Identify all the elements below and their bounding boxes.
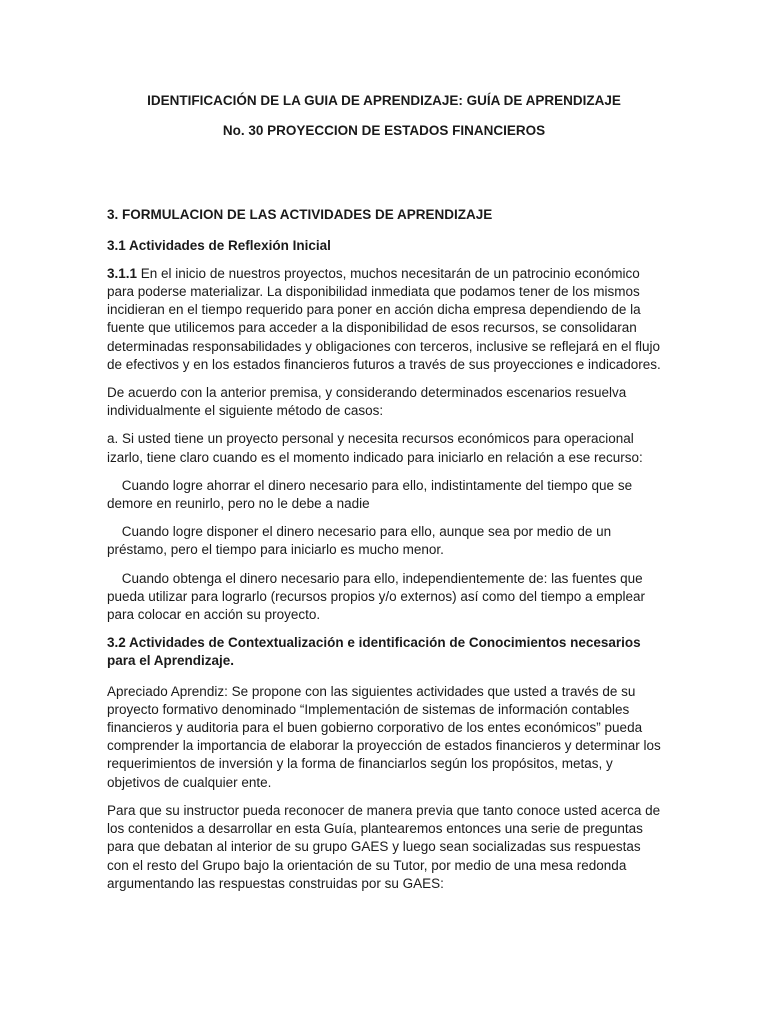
bullet-item-1 (107, 477, 661, 513)
section-3-heading: 3. FORMULACION DE LAS ACTIVIDADES DE APRENDIZAJE (107, 207, 493, 223)
paragraph-3-1-1-text: En el inicio de nuestros proyectos, muchos necesitarán de un patrocinio económico para poderse materializar. La disponibilidad inmediata que podamos tener de los mismos incidieran en el tiempo requerido para poner en acción dicha empresa dependiendo de la fuente que utilicemos para acceder a la disponibilidad de esos recursos, se consolidaran determinadas responsabilidades y obligaciones con terceros, inclusive se reflejará en el flujo de efectivos y en los estados financieros futuros a través de sus proyecciones e indicadores. (107, 265, 661, 372)
document-title-line2: No. 30 PROYECCION DE ESTADOS FINANCIEROS (222, 123, 546, 139)
bullet-item-2-text: Cuando logre disponer el dinero necesario para ello, aunque sea por medio de un préstamo, pero el tiempo para iniciarlo es mucho menor. (107, 524, 612, 558)
bullet-item-1-text: Cuando logre ahorrar el dinero necesario para ello, indistintamente del tiempo que se demore en reunirlo, pero no le debe a nadie (107, 477, 633, 512)
paragraph-number: 3.1.1 (107, 265, 138, 281)
paragraph-premise: De acuerdo con la anterior premisa, y considerando determinados escenarios resuelva individualmente el siguiente método de casos: (107, 385, 627, 419)
document-title-line1: IDENTIFICACIÓN DE LA GUIA DE APRENDIZAJE: GUÍA DE APRENDIZAJE (147, 93, 621, 108)
bullet-item-3-text: Cuando obtenga el dinero necesario para ello, independientemente de: las fuentes que pueda utilizar para lograrlo (recursos propios y/o externos) así como del tiempo a emplear para colocar en acción su proyecto. (107, 570, 646, 623)
paragraph-instructor: Para que su instructor pueda reconocer de manera previa que tanto conoce usted acerca de los contenidos a desarrollar en esta Guía, plantearemos entonces una serie de preguntas para que debatan al interior de su grupo GAES y luego sean socializadas sus respuestas con el resto del Grupo bajo la orientación de su Tutor, por medio de una mesa redonda argumentando las respuestas construidas por su GAES: (107, 802, 661, 891)
subsection-3-1-heading: 3.1 Actividades de Reflexión Inicial (107, 237, 331, 253)
paragraph-case-a: a. Si usted tiene un proyecto personal y necesita recursos económicos para operacional izarlo, tiene claro cuando es el momento indicado para iniciarlo en relación a ese recurso: (107, 431, 643, 465)
subsection-3-2-heading: 3.2 Actividades de Contextualización e identificación de Conocimientos necesarios para el Aprendizaje. (107, 635, 641, 669)
paragraph-3-1-1 (107, 265, 661, 374)
paragraph-apreciado: Apreciado Aprendiz: Se propone con las siguientes actividades que usted a través de su proyecto formativo denominado “Implementación de sistemas de información contables financieros y auditoria para el buen gobierno corporativo de los entes económicos” pueda comprender la importancia de elaborar la proyección de estados financieros y determinar los requerimientos de inversión y la forma de financiarlos según los propósitos, metas, y objetivos de cualquier ente. (107, 683, 661, 790)
bullet-item-2 (107, 523, 661, 559)
bullet-item-3 (107, 570, 661, 625)
